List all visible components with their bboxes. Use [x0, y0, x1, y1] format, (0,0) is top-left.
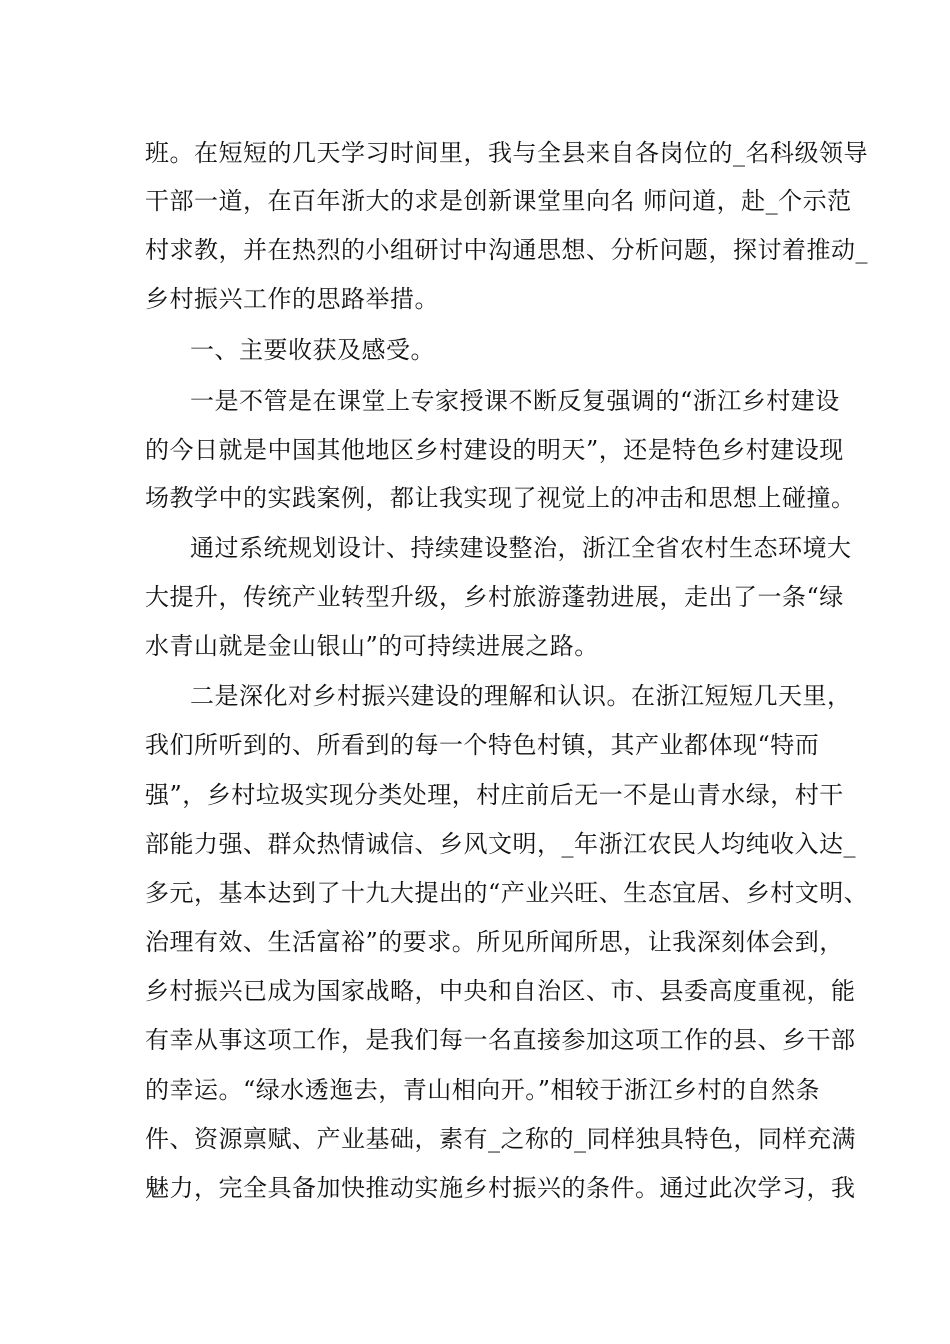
paragraph-start: 一是不管是在课堂上专家授课不断反复强调的“浙江乡村建设: [190, 387, 840, 415]
text-line: 魅力，完全具备加快推动实施乡村振兴的条件。通过此次学习，我: [145, 1174, 856, 1202]
paragraph-start: 通过系统规划设计、持续建设整治，浙江全省农村生态环境大: [190, 534, 852, 562]
section-heading: 一、主要收获及感受。: [190, 336, 435, 364]
text-line: 村求教，并在热烈的小组研讨中沟通思想、分析问题，探讨着推动_: [145, 236, 868, 264]
text-line: 部能力强、群众热情诚信、乡风文明，_年浙江农民人均纯收入达_: [145, 830, 856, 858]
text-line: 的今日就是中国其他地区乡村建设的明天”，还是特色乡村建设现: [145, 436, 844, 464]
text-line: 场教学中的实践案例，都让我实现了视觉上的冲击和思想上碰撞。: [145, 484, 856, 512]
text-line: 班。在短短的几天学习时间里，我与全县来自各岗位的_名科级领导: [145, 139, 868, 167]
paragraph-start: 二是深化对乡村振兴建设的理解和认识。在浙江短短几天里，: [190, 682, 852, 710]
text-line: 水青山就是金山银山”的可持续进展之路。: [145, 632, 599, 660]
text-line: 乡村振兴已成为国家战略，中央和自治区、市、县委高度重视，能: [145, 977, 856, 1005]
text-line: 强”，乡村垃圾实现分类处理，村庄前后无一不是山青水绿，村干: [145, 781, 844, 809]
text-line: 的幸运。“绿水透迤去，青山相向开。”相较于浙江乡村的自然条: [145, 1076, 821, 1104]
text-line: 有幸从事这项工作，是我们每一名直接参加这项工作的县、乡干部: [145, 1026, 856, 1054]
text-line: 干部一道，在百年浙大的求是创新课堂里向名 师问道，赴_个示范: [145, 187, 852, 215]
text-line: 件、资源禀赋、产业基础，素有_之称的_同样独具特色，同样充满: [145, 1125, 856, 1153]
text-line: 乡村振兴工作的思路举措。: [145, 285, 439, 313]
text-line: 多元，基本达到了十九大提出的“产业兴旺、生态宜居、乡村文明、: [145, 879, 869, 907]
text-line: 治理有效、生活富裕”的要求。所见所闻所思，让我深刻体会到，: [145, 928, 844, 956]
text-line: 大提升，传统产业转型升级，乡村旅游蓬勃进展，走出了一条“绿: [145, 583, 844, 611]
text-line: 我们所听到的、所看到的每一个特色村镇，其产业都体现“特而: [145, 731, 820, 759]
